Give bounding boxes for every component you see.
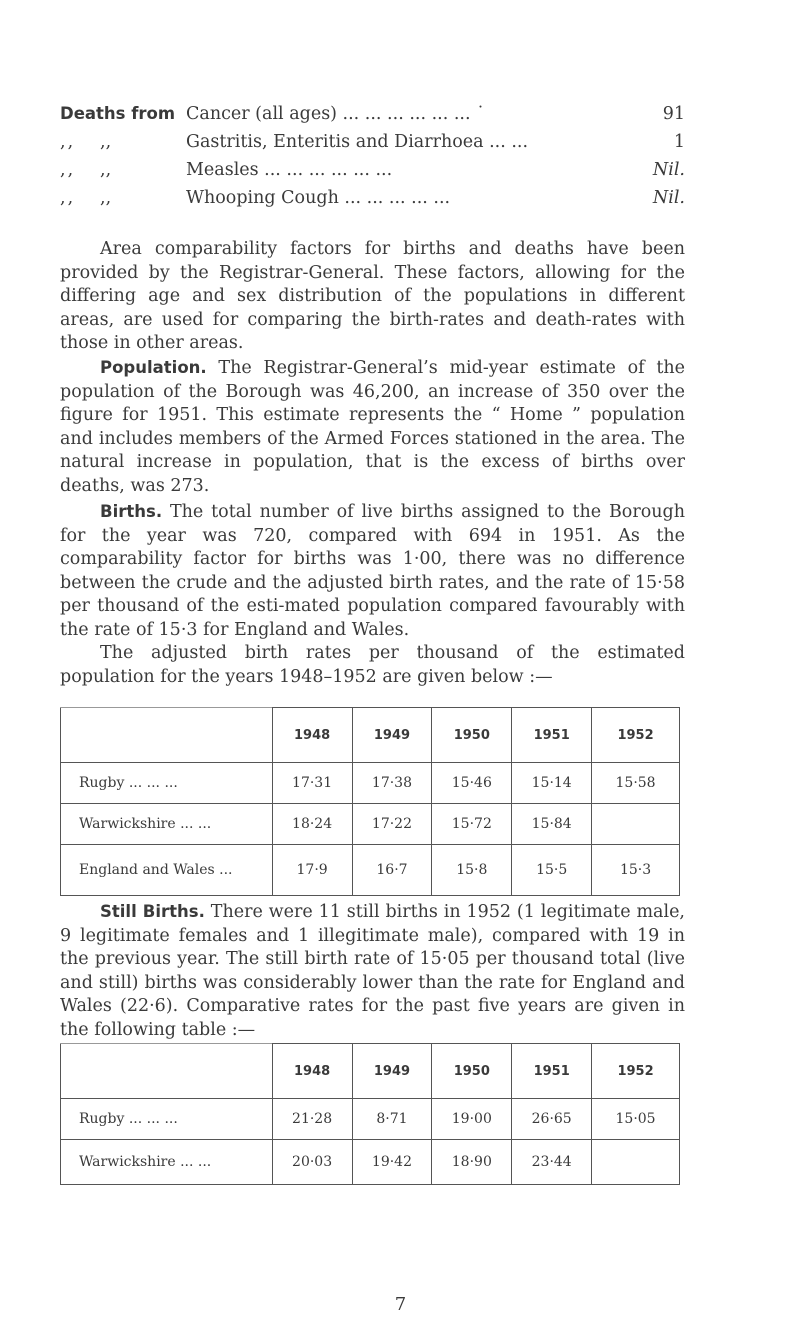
table-header-row	[61, 1044, 680, 1099]
row-label: England and Wales ...	[61, 845, 273, 896]
row-label: Warwickshire ... ...	[61, 1140, 273, 1185]
table-cell	[592, 804, 680, 845]
ditto-mark: ,,	[100, 132, 112, 152]
table-cell: 17·31	[272, 763, 352, 804]
births-text: The total number of live births assigned to the Borough for the year was 720, compared with 694 in 1951. As the comparability factor for births was 1·00, there was no difference between the crude and the adjusted birth rates, and the rate of 15·58 per thousand of the esti-mated population compared favourably with the rate of 15·3 for England and Wales.	[60, 502, 685, 640]
year-header: 1950	[432, 708, 512, 763]
table-cell: 20·03	[272, 1140, 352, 1185]
row-label: Rugby ... ... ...	[61, 763, 273, 804]
table-corner	[61, 1044, 273, 1099]
births-table-intro: The adjusted birth rates per thousand of the estimated population for the years 1948–1952 are given below :—	[60, 643, 685, 687]
population-heading: Population.	[100, 358, 207, 377]
table-corner	[61, 708, 273, 763]
table-row	[61, 763, 680, 804]
year-header: 1951	[512, 708, 592, 763]
death-cause: Whooping Cough ... ... ... ... ...	[186, 188, 451, 208]
death-row-cancer	[60, 100, 685, 128]
table-row	[61, 804, 680, 845]
year-header: 1949	[352, 708, 432, 763]
births-heading: Births.	[100, 502, 163, 521]
ditto-mark: ,,	[100, 160, 112, 180]
table-cell: 15·46	[432, 763, 512, 804]
death-row-whooping-cough	[60, 184, 685, 212]
ditto-mark: ,,	[60, 160, 76, 180]
table-cell: 15·3	[592, 845, 680, 896]
ditto-mark: ,,	[60, 132, 76, 152]
death-cause: Measles ... ... ... ... ... ...	[186, 160, 393, 180]
year-header: 1948	[272, 708, 352, 763]
table-cell: 19·42	[352, 1140, 432, 1185]
still-birth-rates-table	[60, 1043, 680, 1185]
year-header: 1949	[352, 1044, 432, 1099]
table-cell: 15·58	[592, 763, 680, 804]
table-header-row	[61, 708, 680, 763]
death-value: Nil.	[652, 188, 685, 208]
page-number: 7	[394, 1294, 407, 1315]
table-cell: 16·7	[352, 845, 432, 896]
table-cell: 18·90	[432, 1140, 512, 1185]
death-row-gastritis	[60, 128, 685, 156]
table-cell: 15·8	[432, 845, 512, 896]
deaths-heading: Deaths from	[60, 104, 176, 123]
death-value: 91	[662, 104, 685, 124]
table-cell	[592, 1140, 680, 1185]
still-births-heading: Still Births.	[100, 902, 205, 921]
table-cell: 15·14	[512, 763, 592, 804]
death-value: Nil.	[652, 160, 685, 180]
year-header: 1950	[432, 1044, 512, 1099]
table-row	[61, 1140, 680, 1185]
population-paragraph	[60, 356, 685, 499]
still-births-paragraph	[60, 900, 685, 1043]
table-cell: 19·00	[432, 1099, 512, 1140]
table-cell: 21·28	[272, 1099, 352, 1140]
death-cause: Gastritis, Enteritis and Diarrhoea ... ...	[186, 132, 529, 152]
ditto-mark: ,,	[100, 188, 112, 208]
population-text: The Registrar-General’s mid-year estimate of the population of the Borough was 46,200, an increase of 350 over the figure for 1951. This estimate represents the “ Home ” population and includes members of the Armed Forces stationed in the area. The natural increase in population, that is the excess of births over deaths, was 273.	[60, 358, 685, 496]
year-header: 1952	[592, 1044, 680, 1099]
table-cell: 8·71	[352, 1099, 432, 1140]
year-header: 1951	[512, 1044, 592, 1099]
table-cell: 17·22	[352, 804, 432, 845]
ditto-mark: ,,	[60, 188, 76, 208]
death-value: 1	[673, 132, 685, 152]
table-cell: 15·05	[592, 1099, 680, 1140]
table-cell: 15·72	[432, 804, 512, 845]
table-cell: 23·44	[512, 1140, 592, 1185]
table-cell: 15·5	[512, 845, 592, 896]
row-label: Warwickshire ... ...	[61, 804, 273, 845]
table-cell: 15·84	[512, 804, 592, 845]
birth-rates-table	[60, 707, 680, 896]
table-row	[61, 1099, 680, 1140]
births-paragraph	[60, 500, 685, 643]
death-cause: Cancer (all ages) ... ... ... ... ... ... ˙	[186, 104, 485, 124]
comparability-paragraph: Area comparability factors for births and deaths have been provided by the Registrar-General. These factors, allowing for the differing age and sex distribution of the populations in different areas, are used for comparing the birth-rates and death-rates with those in other areas.	[60, 239, 685, 354]
year-header: 1952	[592, 708, 680, 763]
table-row	[61, 845, 680, 896]
year-header: 1948	[272, 1044, 352, 1099]
table-cell: 26·65	[512, 1099, 592, 1140]
table-cell: 17·38	[352, 763, 432, 804]
death-row-measles	[60, 156, 685, 184]
table-cell: 17·9	[272, 845, 352, 896]
deaths-list	[60, 100, 685, 212]
still-births-text: There were 11 still births in 1952 (1 legitimate male, 9 legitimate females and 1 illegitimate male), compared with 19 in the previous year. The still birth rate of 15·05 per thousand total (live and still) births was considerably lower than the rate for England and Wales (22·6). Comparative rates for the past five years are given in the following table :—	[60, 902, 685, 1040]
row-label: Rugby ... ... ...	[61, 1099, 273, 1140]
table-cell: 18·24	[272, 804, 352, 845]
